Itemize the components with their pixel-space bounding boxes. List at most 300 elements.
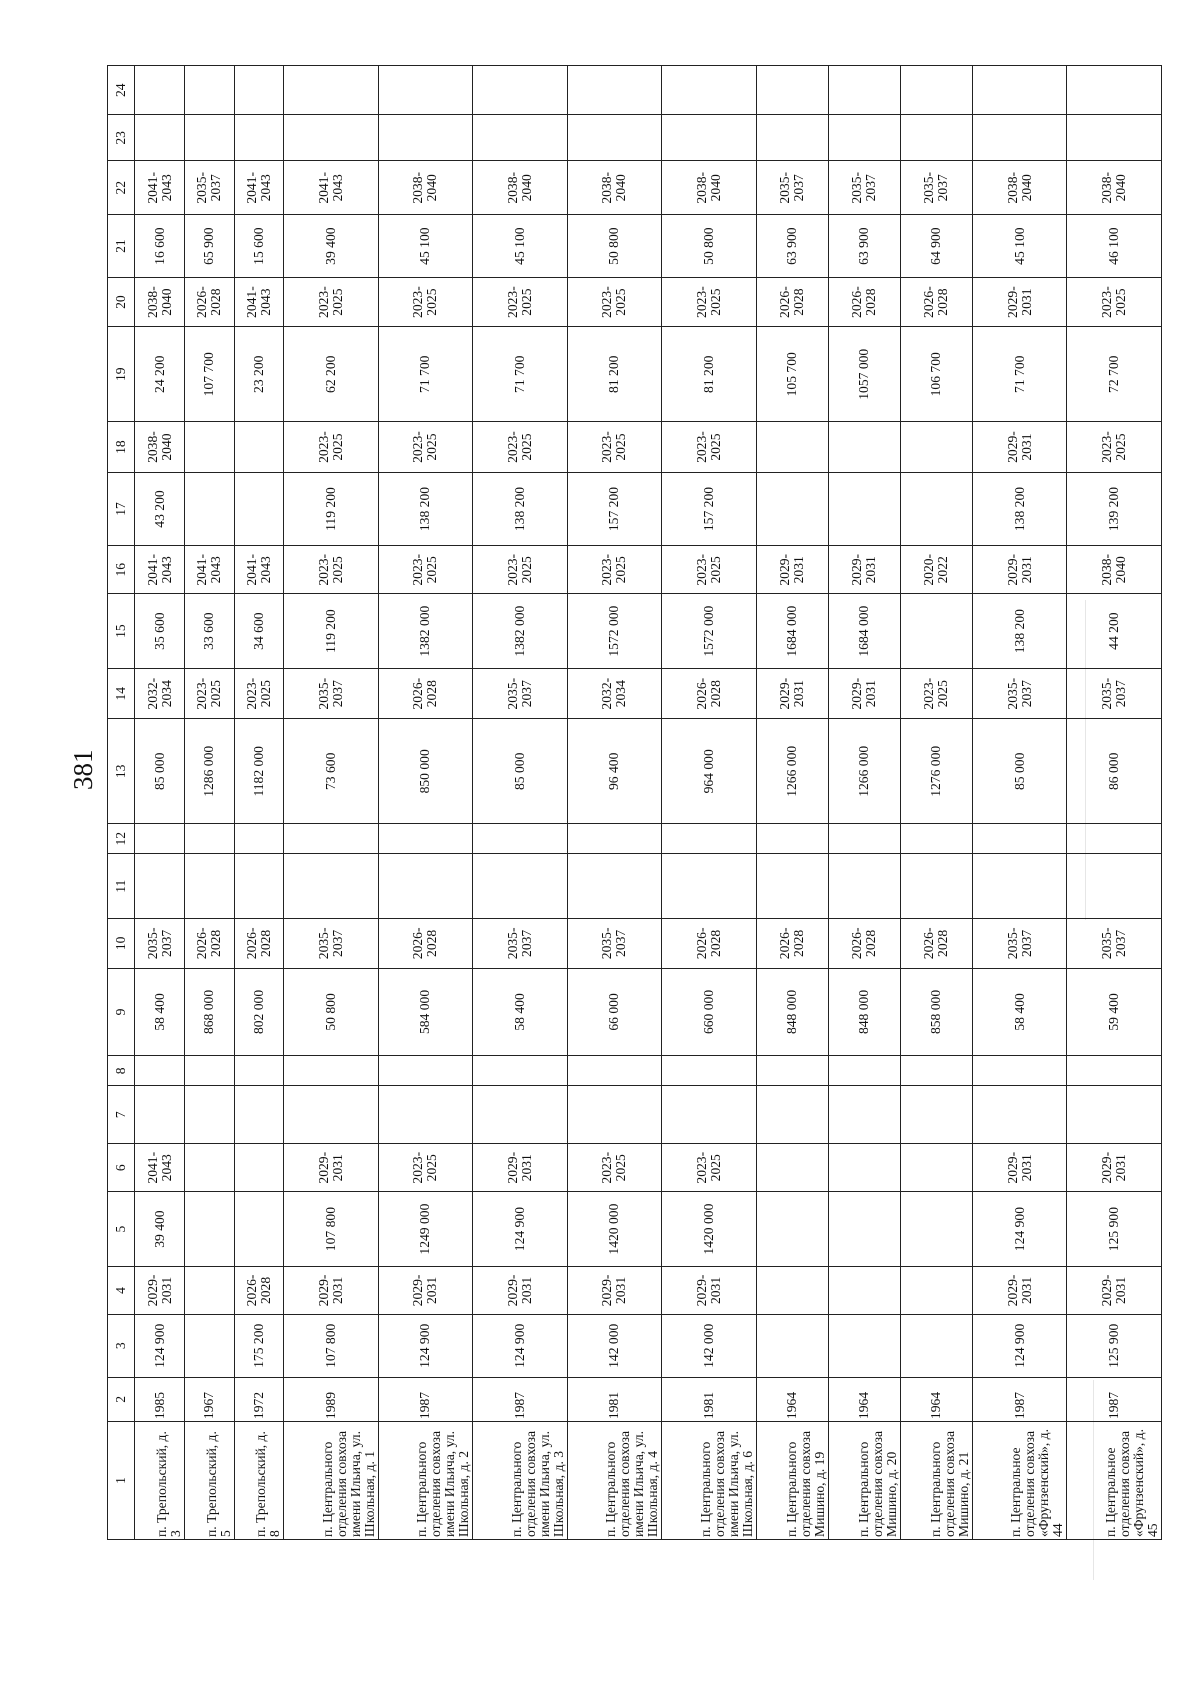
- cost-cell: 107 800: [284, 1315, 379, 1378]
- cost-cell: 175 200: [234, 1315, 284, 1378]
- period-cell: 2023- 2025: [567, 422, 662, 473]
- cost-cell: [900, 824, 972, 854]
- table-row: [284, 66, 379, 1540]
- period-cell: [828, 422, 900, 473]
- cost-cell: [1067, 824, 1162, 854]
- cost-cell: [135, 824, 185, 854]
- cost-cell: [473, 854, 568, 919]
- cost-cell: 85 000: [972, 719, 1067, 824]
- column-number-cell: 24: [108, 66, 135, 116]
- cost-cell: 46 100: [1067, 215, 1162, 278]
- column-number-cell: 20: [108, 277, 135, 326]
- year-built-cell: 1967: [184, 1377, 234, 1422]
- cost-cell: [828, 824, 900, 854]
- register-table-body: [108, 66, 1162, 1540]
- period-cell: 2023- 2025: [662, 546, 757, 594]
- column-number-cell: 10: [108, 919, 135, 968]
- period-cell: 2026- 2028: [900, 277, 972, 326]
- period-cell: [900, 1144, 972, 1192]
- cost-cell: [135, 1056, 185, 1086]
- period-cell: 2041- 2043: [234, 546, 284, 594]
- cost-cell: [828, 66, 900, 116]
- cost-cell: [756, 1086, 828, 1144]
- cost-cell: [473, 66, 568, 116]
- cost-cell: 584 000: [378, 968, 473, 1056]
- year-built-cell: 1981: [662, 1377, 757, 1422]
- cost-cell: [567, 1056, 662, 1086]
- cost-cell: 1420 000: [662, 1192, 757, 1267]
- cost-cell: [378, 854, 473, 919]
- table-row: [828, 66, 900, 1540]
- period-cell: 2029- 2031: [1067, 1144, 1162, 1192]
- column-number-cell: 4: [108, 1266, 135, 1314]
- table-row: [234, 66, 284, 1540]
- cost-cell: 35 600: [135, 594, 185, 669]
- cost-cell: 58 400: [135, 968, 185, 1056]
- cost-cell: 39 400: [284, 215, 379, 278]
- cost-cell: 85 000: [473, 719, 568, 824]
- period-cell: 2023- 2025: [378, 546, 473, 594]
- cost-cell: [567, 115, 662, 161]
- cost-cell: 802 000: [234, 968, 284, 1056]
- period-cell: 2029- 2031: [972, 546, 1067, 594]
- cost-cell: [1067, 1086, 1162, 1144]
- cost-cell: 45 100: [378, 215, 473, 278]
- column-number-cell: 21: [108, 215, 135, 278]
- period-cell: 2035- 2037: [284, 668, 379, 719]
- period-cell: [828, 1144, 900, 1192]
- cost-cell: [184, 1086, 234, 1144]
- cost-cell: 73 600: [284, 719, 379, 824]
- period-cell: [234, 1144, 284, 1192]
- cost-cell: 86 000: [1067, 719, 1162, 824]
- cost-cell: [1067, 66, 1162, 116]
- table-row: [473, 66, 568, 1540]
- period-cell: 2029- 2031: [756, 546, 828, 594]
- period-cell: [234, 422, 284, 473]
- period-cell: 2038- 2040: [567, 161, 662, 215]
- cost-cell: 16 600: [135, 215, 185, 278]
- year-built-cell: 1987: [473, 1377, 568, 1422]
- address-cell: п. Трепольский, д. 5: [184, 1422, 234, 1540]
- period-cell: 2035- 2037: [972, 668, 1067, 719]
- address-cell: п. Центрального отделения совхоза Мишино, д. 19: [756, 1422, 828, 1540]
- period-cell: 2032- 2034: [567, 668, 662, 719]
- cost-cell: [756, 1056, 828, 1086]
- period-cell: 2035- 2037: [756, 161, 828, 215]
- cost-cell: [135, 854, 185, 919]
- period-cell: 2026- 2028: [234, 919, 284, 968]
- cost-cell: 119 200: [284, 594, 379, 669]
- period-cell: [900, 422, 972, 473]
- cost-cell: [828, 472, 900, 545]
- period-cell: 2023- 2025: [284, 422, 379, 473]
- year-built-cell: 1981: [567, 1377, 662, 1422]
- period-cell: 2029- 2031: [567, 1266, 662, 1314]
- year-built-cell: 1972: [234, 1377, 284, 1422]
- cost-cell: [184, 1315, 234, 1378]
- year-built-cell: 1964: [828, 1377, 900, 1422]
- column-number-cell: 23: [108, 115, 135, 161]
- period-cell: [184, 422, 234, 473]
- table-row: [900, 66, 972, 1540]
- cost-cell: [234, 1056, 284, 1086]
- cost-cell: [135, 1086, 185, 1144]
- cost-cell: 1382 000: [473, 594, 568, 669]
- period-cell: 2029- 2031: [1067, 1266, 1162, 1314]
- table-row: [1067, 66, 1162, 1540]
- cost-cell: [234, 824, 284, 854]
- period-cell: 2023- 2025: [567, 546, 662, 594]
- period-cell: [184, 1266, 234, 1314]
- cost-cell: 850 000: [378, 719, 473, 824]
- cost-cell: 858 000: [900, 968, 972, 1056]
- cost-cell: [662, 1056, 757, 1086]
- period-cell: 2029- 2031: [972, 277, 1067, 326]
- period-cell: 2035- 2037: [900, 161, 972, 215]
- cost-cell: [234, 854, 284, 919]
- address-cell: п. Центрального отделения совхоза имени Ильича, ул. Школьная, д. 4: [567, 1422, 662, 1540]
- period-cell: [756, 1266, 828, 1314]
- cost-cell: [662, 66, 757, 116]
- cost-cell: [1067, 115, 1162, 161]
- column-number-cell: 1: [108, 1422, 135, 1540]
- cost-cell: 45 100: [972, 215, 1067, 278]
- address-cell: п. Трепольский, д. 3: [135, 1422, 185, 1540]
- cost-cell: [900, 115, 972, 161]
- page-number: 381: [68, 749, 98, 790]
- cost-cell: [473, 115, 568, 161]
- cost-cell: [756, 854, 828, 919]
- cost-cell: [284, 854, 379, 919]
- cost-cell: 142 000: [662, 1315, 757, 1378]
- cost-cell: [378, 1056, 473, 1086]
- cost-cell: 1684 000: [756, 594, 828, 669]
- cost-cell: [284, 1086, 379, 1144]
- period-cell: 2023- 2025: [662, 422, 757, 473]
- cost-cell: [135, 66, 185, 116]
- column-number-cell: 14: [108, 668, 135, 719]
- cost-cell: [900, 1315, 972, 1378]
- cost-cell: 71 700: [972, 327, 1067, 422]
- period-cell: 2026- 2028: [756, 919, 828, 968]
- period-cell: 2029- 2031: [378, 1266, 473, 1314]
- cost-cell: [284, 824, 379, 854]
- cost-cell: [234, 1086, 284, 1144]
- period-cell: 2023- 2025: [378, 422, 473, 473]
- period-cell: 2026- 2028: [828, 919, 900, 968]
- address-cell: п. Центрального отделения совхоза имени Ильича, ул. Школьная, д. 3: [473, 1422, 568, 1540]
- address-cell: п. Центральное отделения совхоза «Фрунзенский», д. 44: [972, 1422, 1067, 1540]
- period-cell: 2029- 2031: [756, 668, 828, 719]
- cost-cell: [828, 1056, 900, 1086]
- period-cell: 2023- 2025: [284, 277, 379, 326]
- period-cell: [756, 1144, 828, 1192]
- cost-cell: [234, 1192, 284, 1267]
- column-number-row: [108, 66, 135, 1540]
- cost-cell: 15 600: [234, 215, 284, 278]
- cost-cell: [234, 115, 284, 161]
- year-built-cell: 1964: [900, 1377, 972, 1422]
- cost-cell: 1420 000: [567, 1192, 662, 1267]
- cost-cell: [828, 1086, 900, 1144]
- cost-cell: 71 700: [378, 327, 473, 422]
- column-number-cell: 7: [108, 1086, 135, 1144]
- cost-cell: 1276 000: [900, 719, 972, 824]
- column-number-cell: 2: [108, 1377, 135, 1422]
- column-number-cell: 13: [108, 719, 135, 824]
- cost-cell: [284, 1056, 379, 1086]
- cost-cell: 72 700: [1067, 327, 1162, 422]
- cost-cell: 106 700: [900, 327, 972, 422]
- period-cell: 2023- 2025: [567, 1144, 662, 1192]
- cost-cell: 125 900: [1067, 1192, 1162, 1267]
- cost-cell: 58 400: [972, 968, 1067, 1056]
- period-cell: 2026- 2028: [662, 919, 757, 968]
- cost-cell: 1182 000: [234, 719, 284, 824]
- period-cell: 2041- 2043: [135, 1144, 185, 1192]
- period-cell: 2029- 2031: [284, 1266, 379, 1314]
- cost-cell: [378, 66, 473, 116]
- period-cell: 2023- 2025: [900, 668, 972, 719]
- period-cell: [756, 422, 828, 473]
- column-number-cell: 6: [108, 1144, 135, 1192]
- cost-cell: [756, 824, 828, 854]
- address-cell: п. Центрального отделения совхоза имени Ильича, ул. Школьная, д. 2: [378, 1422, 473, 1540]
- period-cell: 2035- 2037: [972, 919, 1067, 968]
- period-cell: 2026- 2028: [184, 919, 234, 968]
- period-cell: 2026- 2028: [184, 277, 234, 326]
- column-number-cell: 3: [108, 1315, 135, 1378]
- period-cell: 2023- 2025: [662, 277, 757, 326]
- cost-cell: [1067, 854, 1162, 919]
- period-cell: 2041- 2043: [135, 546, 185, 594]
- year-built-cell: 1989: [284, 1377, 379, 1422]
- cost-cell: [972, 1086, 1067, 1144]
- table-row: [567, 66, 662, 1540]
- column-number-cell: 22: [108, 161, 135, 215]
- period-cell: 2041- 2043: [234, 277, 284, 326]
- cost-cell: [756, 1315, 828, 1378]
- address-cell: п. Трепольский, д. 8: [234, 1422, 284, 1540]
- cost-cell: 138 200: [972, 594, 1067, 669]
- column-number-cell: 19: [108, 327, 135, 422]
- column-number-cell: 11: [108, 854, 135, 919]
- cost-cell: 64 900: [900, 215, 972, 278]
- cost-cell: [756, 66, 828, 116]
- period-cell: [828, 1266, 900, 1314]
- period-cell: 2029- 2031: [828, 546, 900, 594]
- address-cell: п. Центрального отделения совхоза имени Ильича, ул. Школьная, д. 1: [284, 1422, 379, 1540]
- cost-cell: 119 200: [284, 472, 379, 545]
- cost-cell: [184, 66, 234, 116]
- period-cell: 2038- 2040: [662, 161, 757, 215]
- year-built-cell: 1964: [756, 1377, 828, 1422]
- period-cell: 2041- 2043: [234, 161, 284, 215]
- cost-cell: 157 200: [567, 472, 662, 545]
- cost-cell: 124 900: [473, 1192, 568, 1267]
- cost-cell: 1266 000: [756, 719, 828, 824]
- cost-cell: 50 800: [567, 215, 662, 278]
- cost-cell: [662, 824, 757, 854]
- column-number-cell: 17: [108, 472, 135, 545]
- period-cell: 2023- 2025: [473, 546, 568, 594]
- cost-cell: 63 900: [828, 215, 900, 278]
- cost-cell: 62 200: [284, 327, 379, 422]
- cost-cell: 43 200: [135, 472, 185, 545]
- period-cell: 2029- 2031: [972, 1144, 1067, 1192]
- period-cell: 2035- 2037: [828, 161, 900, 215]
- period-cell: 2023- 2025: [378, 277, 473, 326]
- cost-cell: [567, 1086, 662, 1144]
- period-cell: 2029- 2031: [284, 1144, 379, 1192]
- cost-cell: 868 000: [184, 968, 234, 1056]
- column-number-cell: 8: [108, 1056, 135, 1086]
- cost-cell: [972, 115, 1067, 161]
- cost-cell: 848 000: [828, 968, 900, 1056]
- cost-cell: 44 200: [1067, 594, 1162, 669]
- cost-cell: 81 200: [567, 327, 662, 422]
- cost-cell: 33 600: [184, 594, 234, 669]
- cost-cell: [567, 854, 662, 919]
- period-cell: 2020- 2022: [900, 546, 972, 594]
- period-cell: 2029- 2031: [473, 1144, 568, 1192]
- table-row: [972, 66, 1067, 1540]
- cost-cell: 1572 000: [662, 594, 757, 669]
- cost-cell: [828, 854, 900, 919]
- cost-cell: [135, 115, 185, 161]
- cost-cell: 124 900: [473, 1315, 568, 1378]
- cost-cell: 124 900: [135, 1315, 185, 1378]
- cost-cell: 65 900: [184, 215, 234, 278]
- column-number-cell: 12: [108, 824, 135, 854]
- period-cell: 2026- 2028: [756, 277, 828, 326]
- cost-cell: [828, 1315, 900, 1378]
- address-cell: п. Центрального отделения совхоза имени Ильича, ул. Школьная, д. 6: [662, 1422, 757, 1540]
- period-cell: 2023- 2025: [662, 1144, 757, 1192]
- period-cell: 2026- 2028: [828, 277, 900, 326]
- period-cell: 2035- 2037: [135, 919, 185, 968]
- table-row: [756, 66, 828, 1540]
- cost-cell: [567, 824, 662, 854]
- cost-cell: 139 200: [1067, 472, 1162, 545]
- period-cell: 2026- 2028: [378, 668, 473, 719]
- cost-cell: 125 900: [1067, 1315, 1162, 1378]
- period-cell: 2029- 2031: [972, 422, 1067, 473]
- column-number-cell: 5: [108, 1192, 135, 1267]
- cost-cell: 105 700: [756, 327, 828, 422]
- period-cell: 2038- 2040: [1067, 546, 1162, 594]
- cost-cell: 45 100: [473, 215, 568, 278]
- cost-cell: 23 200: [234, 327, 284, 422]
- period-cell: 2035- 2037: [567, 919, 662, 968]
- cost-cell: [184, 1056, 234, 1086]
- cost-cell: [828, 115, 900, 161]
- period-cell: 2026- 2028: [662, 668, 757, 719]
- cost-cell: [900, 1086, 972, 1144]
- period-cell: 2023- 2025: [234, 668, 284, 719]
- period-cell: 2041- 2043: [184, 546, 234, 594]
- address-cell: п. Центральное отделения совхоза «Фрунзенский», д. 45: [1067, 1422, 1162, 1540]
- column-number-cell: 18: [108, 422, 135, 473]
- cost-cell: [284, 115, 379, 161]
- cost-cell: 848 000: [756, 968, 828, 1056]
- period-cell: 2035- 2037: [473, 919, 568, 968]
- period-cell: 2038- 2040: [473, 161, 568, 215]
- cost-cell: 63 900: [756, 215, 828, 278]
- period-cell: 2023- 2025: [473, 422, 568, 473]
- year-built-cell: 1987: [378, 1377, 473, 1422]
- table-row: [184, 66, 234, 1540]
- cost-cell: [473, 824, 568, 854]
- cost-cell: 1382 000: [378, 594, 473, 669]
- period-cell: 2023- 2025: [184, 668, 234, 719]
- cost-cell: [900, 594, 972, 669]
- period-cell: [184, 1144, 234, 1192]
- cost-cell: 50 800: [662, 215, 757, 278]
- period-cell: 2023- 2025: [567, 277, 662, 326]
- cost-cell: [378, 1086, 473, 1144]
- period-cell: 2026- 2028: [234, 1266, 284, 1314]
- table-row: [135, 66, 185, 1540]
- column-number-cell: 16: [108, 546, 135, 594]
- period-cell: 2041- 2043: [284, 161, 379, 215]
- period-cell: 2038- 2040: [378, 161, 473, 215]
- address-cell: п. Центрального отделения совхоза Мишино, д. 20: [828, 1422, 900, 1540]
- cost-cell: [662, 854, 757, 919]
- cost-cell: 157 200: [662, 472, 757, 545]
- cost-cell: 1057 000: [828, 327, 900, 422]
- period-cell: 2038- 2040: [1067, 161, 1162, 215]
- year-built-cell: 1985: [135, 1377, 185, 1422]
- cost-cell: 138 200: [473, 472, 568, 545]
- cost-cell: [900, 1056, 972, 1086]
- period-cell: 2038- 2040: [135, 422, 185, 473]
- cost-cell: [1067, 1056, 1162, 1086]
- cost-cell: 107 800: [284, 1192, 379, 1267]
- period-cell: 2029- 2031: [135, 1266, 185, 1314]
- cost-cell: 85 000: [135, 719, 185, 824]
- cost-cell: 138 200: [972, 472, 1067, 545]
- cost-cell: [900, 66, 972, 116]
- cost-cell: 124 900: [378, 1315, 473, 1378]
- cost-cell: [900, 1192, 972, 1267]
- period-cell: 2035- 2037: [1067, 668, 1162, 719]
- year-built-cell: 1987: [972, 1377, 1067, 1422]
- cost-cell: [972, 824, 1067, 854]
- cost-cell: 59 400: [1067, 968, 1162, 1056]
- cost-cell: [378, 115, 473, 161]
- cost-cell: [473, 1086, 568, 1144]
- period-cell: 2035- 2037: [284, 919, 379, 968]
- cost-cell: 50 800: [284, 968, 379, 1056]
- period-cell: 2029- 2031: [473, 1266, 568, 1314]
- cost-cell: [473, 1056, 568, 1086]
- cost-cell: [756, 1192, 828, 1267]
- table-row: [378, 66, 473, 1540]
- cost-cell: 71 700: [473, 327, 568, 422]
- period-cell: 2035- 2037: [473, 668, 568, 719]
- cost-cell: [184, 472, 234, 545]
- table-row: [662, 66, 757, 1540]
- cost-cell: [972, 854, 1067, 919]
- cost-cell: 1286 000: [184, 719, 234, 824]
- cost-cell: 39 400: [135, 1192, 185, 1267]
- year-built-cell: 1987: [1067, 1377, 1162, 1422]
- cost-cell: [184, 115, 234, 161]
- cost-cell: 58 400: [473, 968, 568, 1056]
- period-cell: 2023- 2025: [473, 277, 568, 326]
